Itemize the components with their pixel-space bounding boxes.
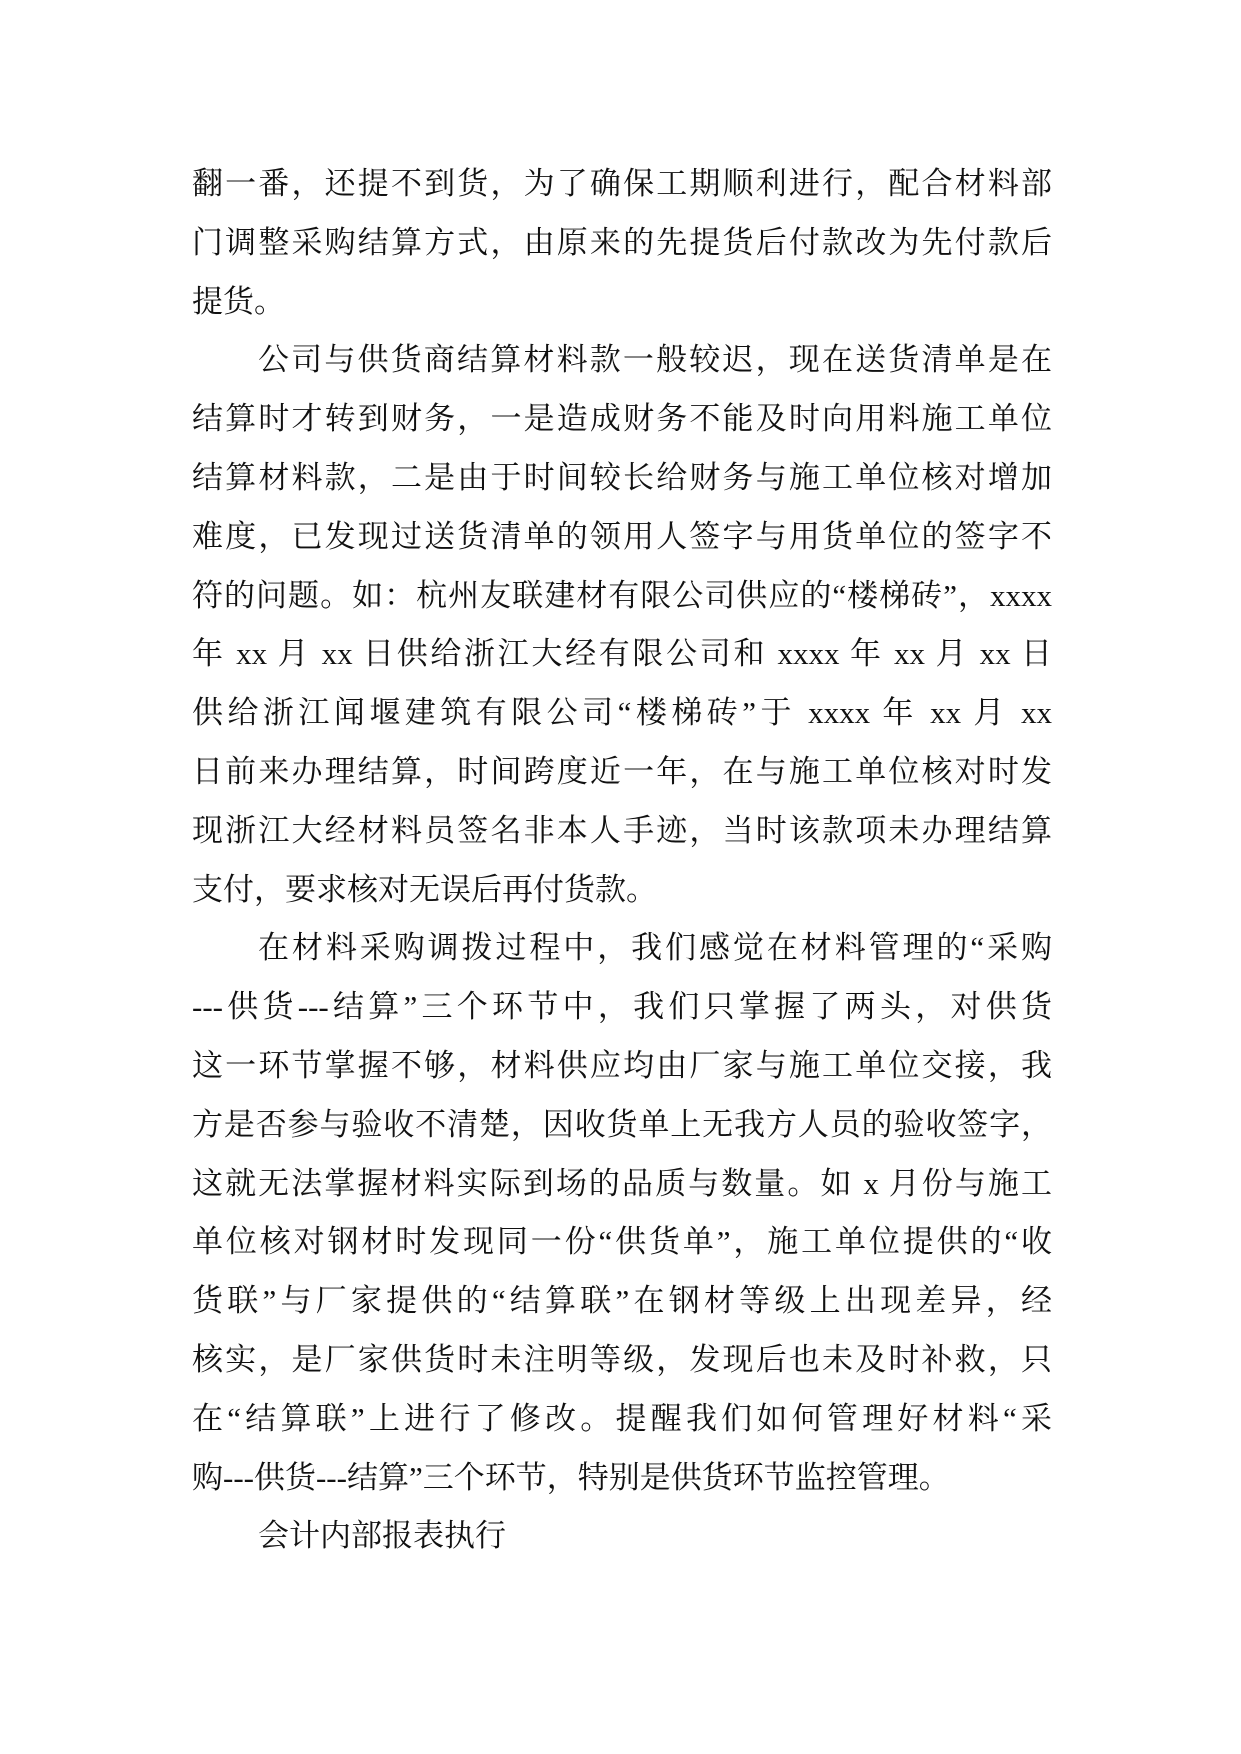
body-line: ---供货---结算”三个环节中，我们只掌握了两头，对供货 <box>192 989 1052 1025</box>
body-line: 货联”与厂家提供的“结算联”在钢材等级上出现差异，经 <box>192 1283 1052 1319</box>
body-line: 日前来办理结算，时间跨度近一年，在与施工单位核对时发 <box>192 753 1052 789</box>
paragraph-3 <box>192 919 1052 1507</box>
body-line: 供给浙江闻堰建筑有限公司“楼梯砖”于 xxxx 年 xx 月 xx <box>192 695 1052 731</box>
body-line: 这就无法掌握材料实际到场的品质与数量。如 x 月份与施工 <box>192 1165 1052 1201</box>
body-line: 会计内部报表执行 <box>258 1518 506 1554</box>
paragraph-4 <box>192 1507 1052 1566</box>
body-line: 结算时才转到财务，一是造成财务不能及时向用料施工单位 <box>192 401 1052 437</box>
body-line: 方是否参与验收不清楚，因收货单上无我方人员的验收签字， <box>192 1106 1052 1142</box>
paragraph-2 <box>192 331 1052 919</box>
paragraph-1 <box>192 155 1052 331</box>
body-line: 支付，要求核对无误后再付货款。 <box>192 871 657 907</box>
body-line: 翻一番，还提不到货，为了确保工期顺利进行，配合材料部 <box>192 166 1052 201</box>
body-line: 在“结算联”上进行了修改。提醒我们如何管理好材料“采 <box>192 1400 1052 1436</box>
body-line: 难度，已发现过送货清单的领用人签字与用货单位的签字不 <box>192 518 1052 554</box>
body-line: 单位核对钢材时发现同一份“供货单”，施工单位提供的“收 <box>192 1224 1052 1260</box>
body-line: 结算材料款，二是由于时间较长给财务与施工单位核对增加 <box>192 459 1052 495</box>
body-line: 核实，是厂家供货时未注明等级，发现后也未及时补救，只 <box>192 1341 1052 1377</box>
body-line: 现浙江大经材料员签名非本人手迹，当时该款项未办理结算 <box>192 812 1052 848</box>
body-line: 门调整采购结算方式，由原来的先提货后付款改为先付款后 <box>192 224 1052 260</box>
body-line: 在材料采购调拨过程中，我们感觉在材料管理的“采购 <box>258 930 1052 966</box>
body-line: 购---供货---结算”三个环节，特别是供货环节监控管理。 <box>192 1459 950 1495</box>
document-body <box>192 155 1052 1566</box>
body-line: 提货。 <box>192 283 285 319</box>
body-line: 这一环节掌握不够，材料供应均由厂家与施工单位交接，我 <box>192 1047 1052 1083</box>
body-line: 年 xx 月 xx 日供给浙江大经有限公司和 xxxx 年 xx 月 xx 日 <box>192 636 1052 672</box>
body-line: 公司与供货商结算材料款一般较迟，现在送货清单是在 <box>258 342 1052 378</box>
body-line: 符的问题。如：杭州友联建材有限公司供应的“楼梯砖”，xxxx <box>192 577 1052 613</box>
